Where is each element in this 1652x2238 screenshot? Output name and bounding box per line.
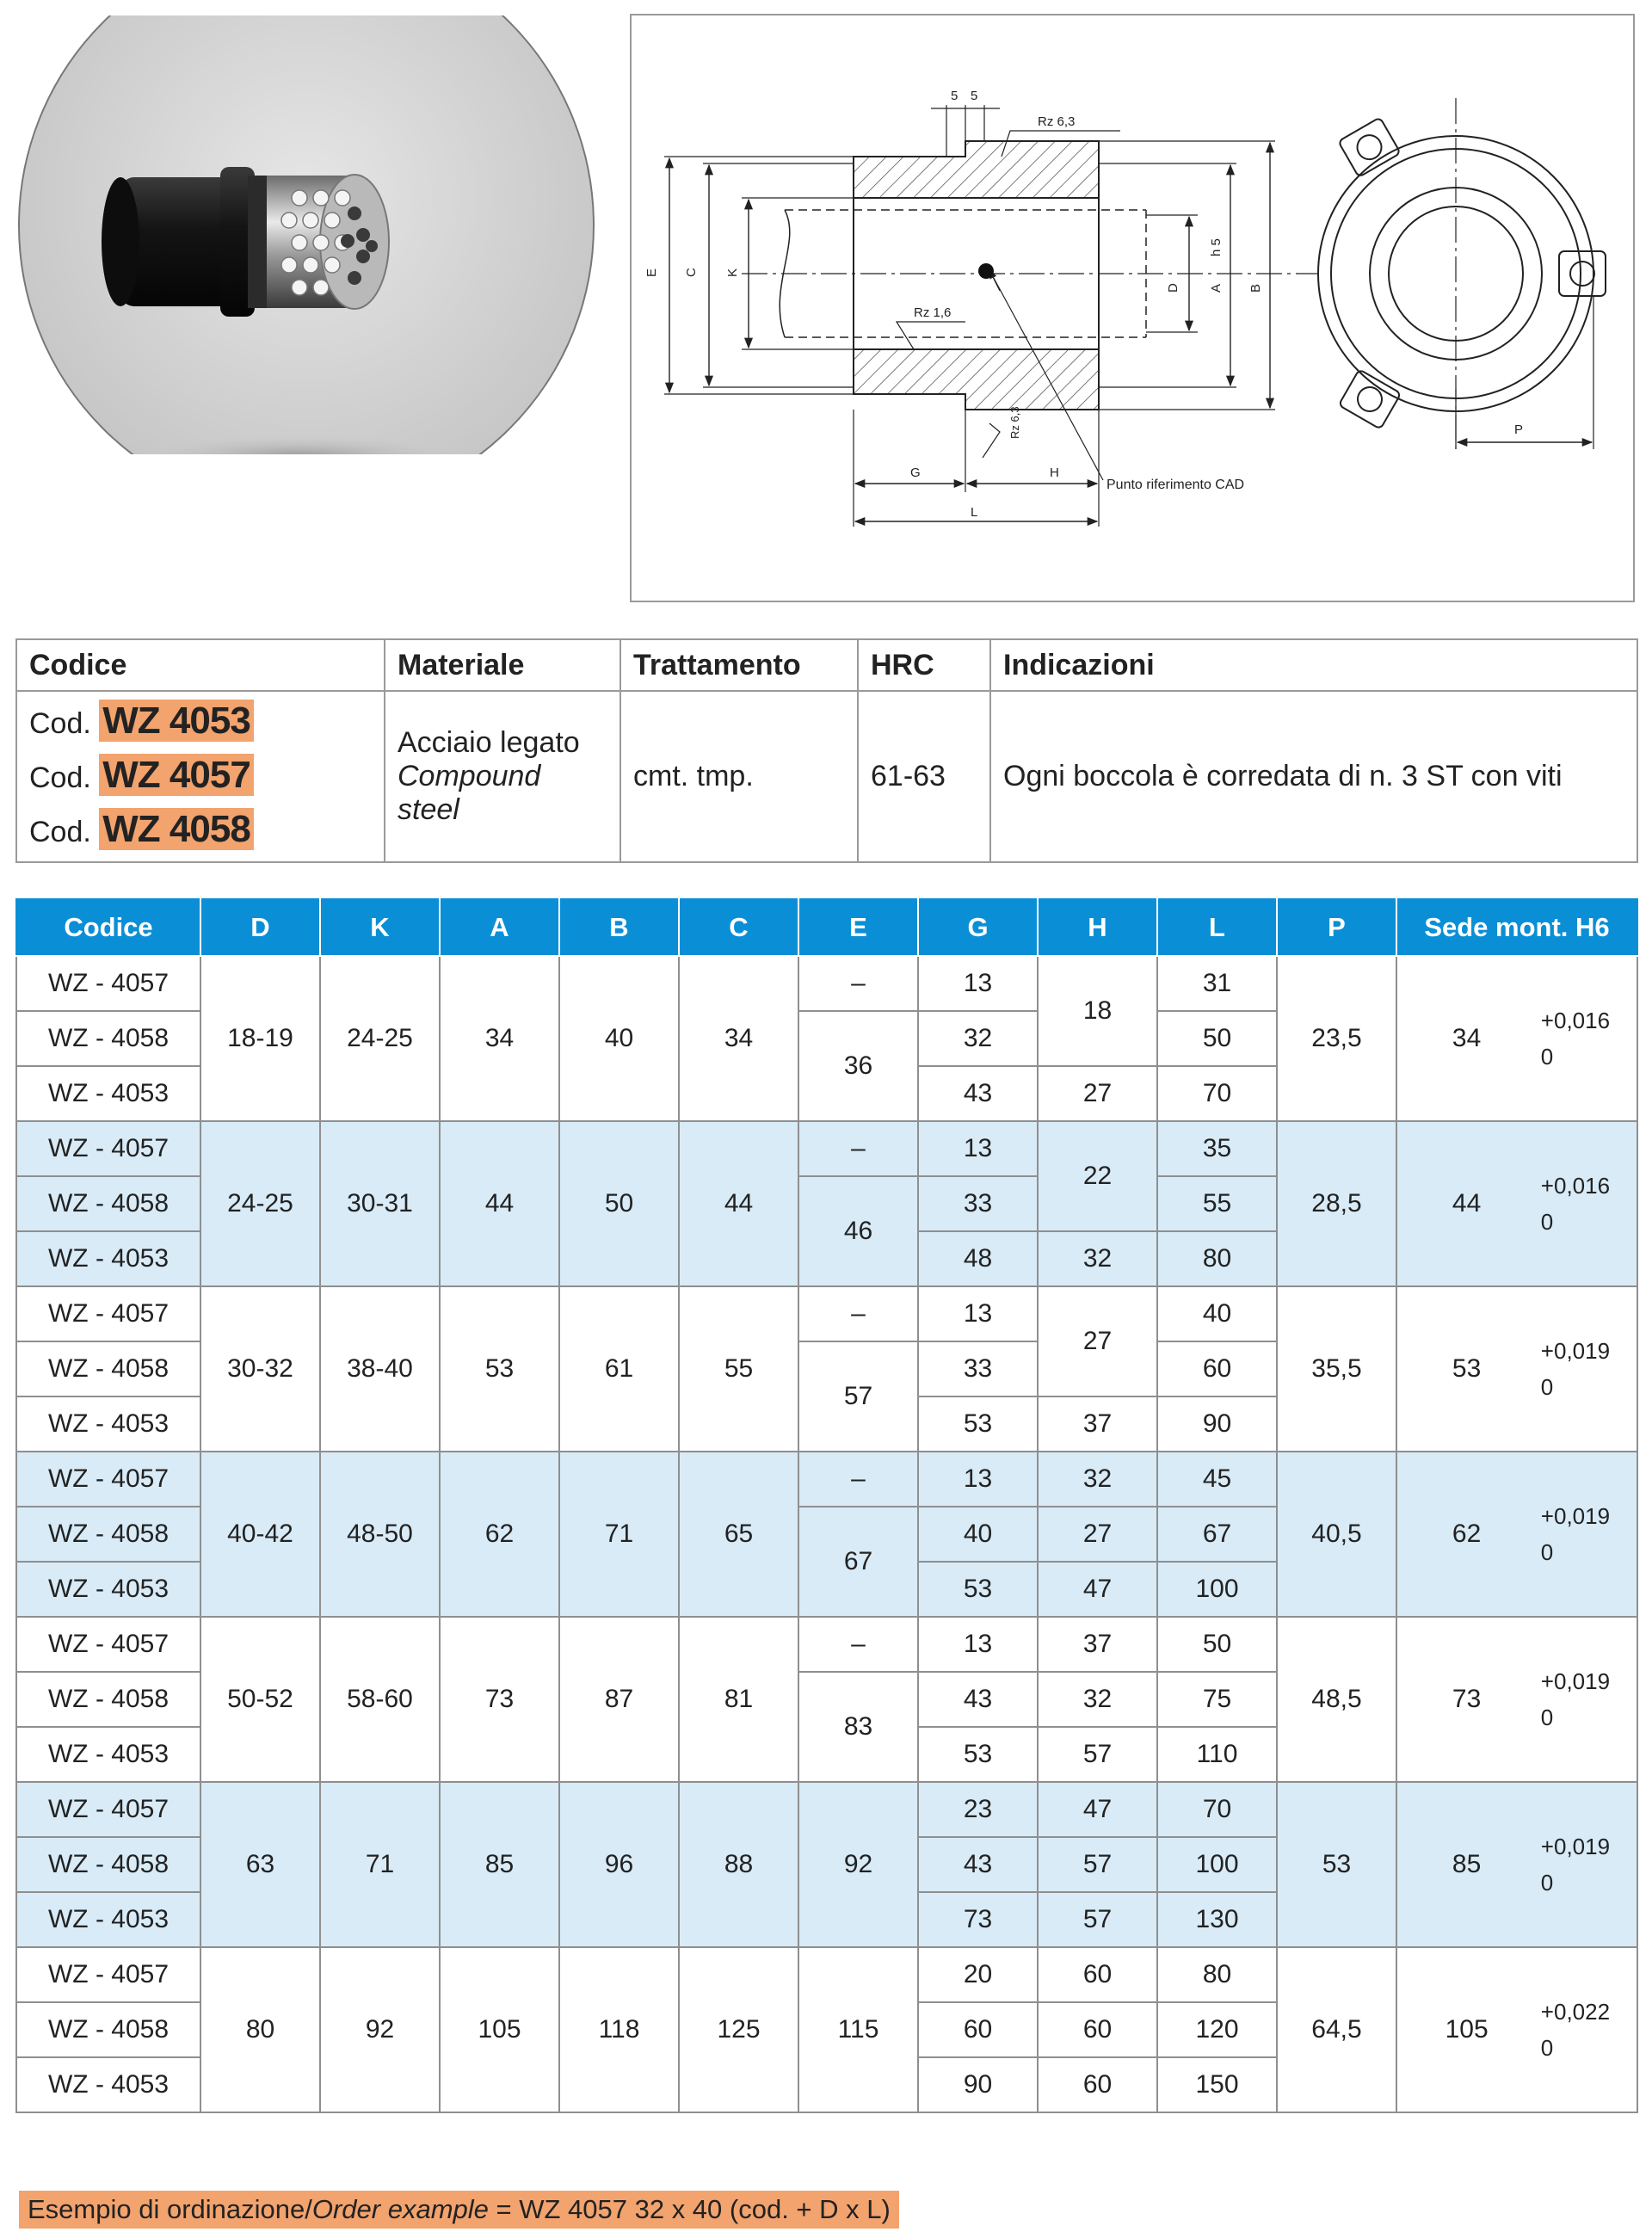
sede-value: 73 [1452,1685,1482,1713]
dim-k-cell: 38-40 [320,1286,440,1452]
dim-l-cell: 120 [1157,2002,1277,2057]
dim-g-cell: 20 [918,1947,1038,2002]
dim-label-h: H [1050,465,1059,480]
dim-p-cell: 40,5 [1277,1452,1396,1617]
sede-cell [1396,1121,1637,1286]
dim-e-cell: – [798,1452,918,1507]
sede-value: 34 [1452,1024,1482,1052]
code-cell: WZ - 4058 [16,1837,200,1892]
dims-header-cell: E [798,899,918,956]
dim-e-cell: 67 [798,1507,918,1617]
spec-header-trattamento: Trattamento [620,639,858,691]
dim-h-cell: 27 [1038,1286,1157,1396]
dim-g-cell: 13 [918,956,1038,1011]
dimensions-table [15,898,1638,2113]
cod-prefix: Cod. [29,707,91,740]
dim-l-cell: 100 [1157,1837,1277,1892]
sede-cell [1396,1286,1637,1452]
dim-g-cell: 40 [918,1507,1038,1562]
tolerance-lower: 0 [1540,1374,1554,1400]
dim-e-cell: – [798,1286,918,1341]
code-badge: WZ 4058 [99,808,254,850]
dim-l-cell: 31 [1157,956,1277,1011]
dim-g-cell: 43 [918,1066,1038,1121]
dim-label-l: L [971,505,978,520]
dim-d-cell: 30-32 [200,1286,320,1452]
dim-g-cell: 90 [918,2057,1038,2112]
dim-h-cell: 57 [1038,1727,1157,1782]
code-cell: WZ - 4057 [16,1286,200,1341]
dim-l-cell: 70 [1157,1782,1277,1837]
sede-tolerance [1541,1498,1610,1570]
dim-k-cell: 92 [320,1947,440,2112]
dim-d-cell: 80 [200,1947,320,2112]
dim-d-cell: 63 [200,1782,320,1947]
dim-label-a: A [1209,283,1224,293]
code-cell: WZ - 4058 [16,1341,200,1396]
dim-h-cell: 47 [1038,1782,1157,1837]
order-example-prefix: Esempio di ordinazione/ [28,2194,312,2224]
dims-header-row [16,899,1637,956]
spec-header-indicazioni: Indicazioni [990,639,1637,691]
code-cell: WZ - 4058 [16,1176,200,1231]
dim-label-d: D [1166,283,1180,293]
dim-k-cell: 58-60 [320,1617,440,1782]
table-row [16,1947,1637,2002]
dim-g-cell: 13 [918,1452,1038,1507]
sede-cell [1396,1947,1637,2112]
dim-l-cell: 75 [1157,1672,1277,1727]
dim-label-c: C [684,268,699,277]
dims-header-cell: G [918,899,1038,956]
dims-header-cell: D [200,899,320,956]
sede-cell [1396,956,1637,1121]
dim-l-cell: 150 [1157,2057,1277,2112]
dim-c-cell: 34 [679,956,798,1121]
dim-h-cell: 60 [1038,2057,1157,2112]
dim-e-cell: – [798,1617,918,1672]
dim-label-5b: 5 [971,89,978,103]
code-cell: WZ - 4053 [16,1892,200,1947]
cod-prefix: Cod. [29,761,91,794]
code-cell: WZ - 4057 [16,1617,200,1672]
dim-h-cell: 47 [1038,1562,1157,1617]
sede-tolerance [1541,1168,1610,1240]
dim-b-cell: 61 [559,1286,679,1452]
dim-k-cell: 30-31 [320,1121,440,1286]
rz-top-label: Rz 6,3 [1038,114,1076,129]
dim-l-cell: 40 [1157,1286,1277,1341]
code-cell: WZ - 4053 [16,1231,200,1286]
dim-a-cell: 73 [440,1617,559,1782]
dim-h-cell: 22 [1038,1121,1157,1231]
technical-drawing [630,14,1635,602]
code-line [29,804,372,858]
dim-l-cell: 67 [1157,1507,1277,1562]
code-cell: WZ - 4058 [16,2002,200,2057]
spec-notes-cell: Ogni boccola è corredata di n. 3 ST con viti [990,691,1637,862]
sede-cell [1396,1782,1637,1947]
code-cell: WZ - 4057 [16,1947,200,2002]
dim-h-cell: 60 [1038,1947,1157,2002]
dim-label-e: E [644,268,659,277]
dim-p-cell: 35,5 [1277,1286,1396,1452]
order-example-suffix: = WZ 4057 32 x 40 (cod. + D x L) [488,2194,891,2224]
sede-value: 62 [1452,1520,1482,1548]
code-line [29,749,372,804]
dims-header-cell: P [1277,899,1396,956]
dim-label-5a: 5 [951,89,959,103]
dim-g-cell: 43 [918,1672,1038,1727]
dim-h-cell: 27 [1038,1507,1157,1562]
dim-h-cell: 32 [1038,1672,1157,1727]
dim-a-cell: 53 [440,1286,559,1452]
dim-c-cell: 88 [679,1782,798,1947]
dim-h-cell: 27 [1038,1066,1157,1121]
dim-e-cell: 36 [798,1011,918,1121]
dim-l-cell: 50 [1157,1011,1277,1066]
dim-d-cell: 24-25 [200,1121,320,1286]
dim-h-cell: 37 [1038,1396,1157,1452]
dim-g-cell: 48 [918,1231,1038,1286]
dim-h-cell: 37 [1038,1617,1157,1672]
tolerance-lower: 0 [1540,2035,1554,2061]
dim-l-cell: 80 [1157,1947,1277,2002]
dim-g-cell: 23 [918,1782,1038,1837]
dim-h-cell: 18 [1038,956,1157,1066]
table-row [16,1286,1637,1341]
dim-l-cell: 50 [1157,1617,1277,1672]
dim-g-cell: 13 [918,1617,1038,1672]
dim-label-k: K [725,268,740,277]
code-cell: WZ - 4053 [16,2057,200,2112]
code-line [29,695,372,749]
dim-h-cell: 32 [1038,1231,1157,1286]
tolerance-upper: +0,019 [1540,1503,1611,1529]
dim-label-p: P [1514,422,1524,437]
dim-k-cell: 71 [320,1782,440,1947]
material-en: Compound steel [398,760,541,826]
dim-l-cell: 45 [1157,1452,1277,1507]
tolerance-upper: +0,016 [1540,1008,1611,1033]
dim-e-cell: 57 [798,1341,918,1452]
rz-mid-label: Rz 1,6 [914,305,952,320]
rz-bottom-label: Rz 6,3 [1008,406,1021,439]
sede-value: 85 [1452,1850,1482,1878]
spec-codes-cell [16,691,385,862]
sede-tolerance [1541,1002,1610,1075]
dim-e-cell: 92 [798,1782,918,1947]
dim-l-cell: 100 [1157,1562,1277,1617]
dim-c-cell: 125 [679,1947,798,2112]
code-badge: WZ 4057 [99,754,254,796]
dim-h-cell: 32 [1038,1452,1157,1507]
dim-l-cell: 130 [1157,1892,1277,1947]
dims-header-cell: C [679,899,798,956]
dim-p-cell: 48,5 [1277,1617,1396,1782]
sede-value: 53 [1452,1354,1482,1383]
code-cell: WZ - 4058 [16,1011,200,1066]
code-cell: WZ - 4057 [16,1782,200,1837]
cad-ref-label: Punto riferimento CAD [1106,478,1245,492]
dim-a-cell: 34 [440,956,559,1121]
dim-b-cell: 118 [559,1947,679,2112]
dim-l-cell: 80 [1157,1231,1277,1286]
dim-l-cell: 60 [1157,1341,1277,1396]
dim-b-cell: 87 [559,1617,679,1782]
dim-c-cell: 44 [679,1121,798,1286]
tolerance-lower: 0 [1540,1044,1554,1070]
sede-cell [1396,1452,1637,1617]
sede-value: 44 [1452,1189,1482,1218]
dim-a-cell: 105 [440,1947,559,2112]
dims-header-cell: B [559,899,679,956]
dim-p-cell: 53 [1277,1782,1396,1947]
dim-b-cell: 50 [559,1121,679,1286]
spec-header-hrc: HRC [858,639,990,691]
dim-k-cell: 48-50 [320,1452,440,1617]
dim-b-cell: 71 [559,1452,679,1617]
dim-label-h5: h 5 [1209,238,1224,256]
dims-header-cell: K [320,899,440,956]
dim-g-cell: 73 [918,1892,1038,1947]
dim-g-cell: 60 [918,2002,1038,2057]
dim-l-cell: 55 [1157,1176,1277,1231]
dim-b-cell: 96 [559,1782,679,1947]
dim-l-cell: 70 [1157,1066,1277,1121]
dim-a-cell: 62 [440,1452,559,1617]
tolerance-upper: +0,019 [1540,1338,1611,1364]
material-it: Acciaio legato [398,726,580,759]
dims-header-cell: Sede mont. H6 [1396,899,1637,956]
dims-header-cell: L [1157,899,1277,956]
code-cell: WZ - 4053 [16,1396,200,1452]
dim-d-cell: 40-42 [200,1452,320,1617]
tolerance-upper: +0,019 [1540,1668,1611,1694]
dim-d-cell: 50-52 [200,1617,320,1782]
dim-g-cell: 53 [918,1562,1038,1617]
product-photo [15,15,601,454]
cod-prefix: Cod. [29,816,91,848]
sede-tolerance [1541,1828,1610,1901]
sede-tolerance [1541,1994,1610,2066]
dim-g-cell: 13 [918,1121,1038,1176]
order-example-italic: Order example [311,2194,489,2224]
tolerance-lower: 0 [1540,1705,1554,1730]
tolerance-lower: 0 [1540,1209,1554,1235]
dim-h-cell: 57 [1038,1837,1157,1892]
code-cell: WZ - 4057 [16,956,200,1011]
dim-e-cell: 83 [798,1672,918,1782]
dim-c-cell: 81 [679,1617,798,1782]
dim-g-cell: 43 [918,1837,1038,1892]
dim-h-cell: 57 [1038,1892,1157,1947]
dim-a-cell: 44 [440,1121,559,1286]
dim-p-cell: 23,5 [1277,956,1396,1121]
dim-c-cell: 65 [679,1452,798,1617]
code-cell: WZ - 4053 [16,1562,200,1617]
tolerance-upper: +0,019 [1540,1834,1611,1859]
spec-material-cell [385,691,620,862]
dim-l-cell: 35 [1157,1121,1277,1176]
code-cell: WZ - 4057 [16,1121,200,1176]
dim-p-cell: 28,5 [1277,1121,1396,1286]
spec-header-codice: Codice [16,639,385,691]
order-example [19,2191,899,2229]
code-cell: WZ - 4053 [16,1727,200,1782]
dim-g-cell: 33 [918,1176,1038,1231]
dim-e-cell: 46 [798,1176,918,1286]
code-cell: WZ - 4057 [16,1452,200,1507]
dim-label-g: G [910,465,921,480]
dims-header-cell: Codice [16,899,200,956]
dim-p-cell: 64,5 [1277,1947,1396,2112]
table-row [16,1452,1637,1507]
code-cell: WZ - 4058 [16,1507,200,1562]
code-badge: WZ 4053 [99,700,254,742]
dim-g-cell: 13 [918,1286,1038,1341]
dim-g-cell: 33 [918,1341,1038,1396]
dim-label-b: B [1248,283,1263,293]
sede-tolerance [1541,1663,1610,1736]
table-row [16,956,1637,1011]
tolerance-upper: +0,022 [1540,1999,1611,2025]
sede-cell [1396,1617,1637,1782]
code-cell: WZ - 4053 [16,1066,200,1121]
tolerance-lower: 0 [1540,1539,1554,1565]
dim-e-cell: – [798,956,918,1011]
spec-header-row [16,639,1637,691]
dim-b-cell: 40 [559,956,679,1121]
sede-tolerance [1541,1333,1610,1405]
code-cell: WZ - 4058 [16,1672,200,1727]
dim-h-cell: 60 [1038,2002,1157,2057]
spec-treatment-cell: cmt. tmp. [620,691,858,862]
dim-k-cell: 24-25 [320,956,440,1121]
sede-value: 105 [1445,2015,1489,2044]
spec-header-materiale: Materiale [385,639,620,691]
table-row [16,1121,1637,1176]
dim-a-cell: 85 [440,1782,559,1947]
dims-header-cell: A [440,899,559,956]
dim-e-cell: – [798,1121,918,1176]
dim-g-cell: 53 [918,1727,1038,1782]
table-row [16,1782,1637,1837]
spec-hrc-cell: 61-63 [858,691,990,862]
dim-g-cell: 53 [918,1396,1038,1452]
dim-e-cell: 115 [798,1947,918,2112]
table-row [16,1617,1637,1672]
dim-l-cell: 90 [1157,1396,1277,1452]
spec-data-row [16,691,1637,862]
dim-d-cell: 18-19 [200,956,320,1121]
dim-g-cell: 32 [918,1011,1038,1066]
dim-l-cell: 110 [1157,1727,1277,1782]
tolerance-lower: 0 [1540,1870,1554,1896]
dim-c-cell: 55 [679,1286,798,1452]
spec-table [15,638,1638,863]
dims-header-cell: H [1038,899,1157,956]
tolerance-upper: +0,016 [1540,1173,1611,1199]
